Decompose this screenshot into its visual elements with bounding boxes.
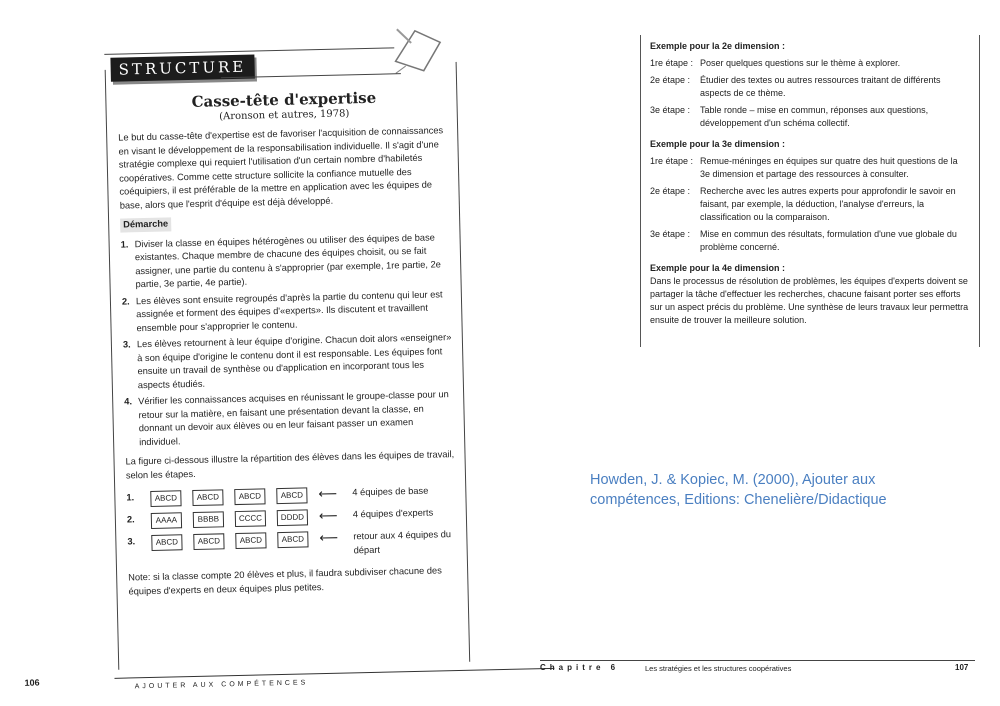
step-label: 1re étape : (650, 58, 694, 68)
step-number: 2. (121, 295, 130, 307)
row-number: 3. (127, 536, 136, 547)
step-label: 1re étape : (650, 156, 694, 166)
note: Note: si la classe compte 20 élèves et plus, il faudra subdiviser chacune des équipes d'experts en deux équipes plus petites. (128, 565, 442, 596)
section-heading: Démarche (120, 217, 171, 232)
row-number: 1. (126, 492, 135, 503)
team-box: BBBB (193, 511, 224, 527)
subtitle: (Aronson et autres, 1978) (219, 108, 350, 123)
figure-intro: La figure ci-dessous illustre la répartition des élèves dans les équipes de travail, selon les étapes. (125, 449, 455, 481)
page-title: Casse-tête d'expertise (191, 88, 377, 111)
step-text: Les élèves sont ensuite regroupés d'après la partie du contenu qui leur est assignée et forment des équipes d'«experts». Ils discutent et travaillent ensemble pour s'approprier le contenu. (135, 288, 443, 333)
team-box: ABCD (193, 533, 224, 549)
example-step (650, 185, 970, 224)
intro-paragraph: Le but du casse-tête d'expertise est de favoriser l'acquisition de connaissances en visant le développement de la responsabilisation individuelle. Il s'agit d'une stratégie complexe qui requiert l'utilisation d'un certain nombre d'habiletés coopératives. Comme cette structure sollicite la confiance mutuelle des coéquipiers, il est préférable de la mettre en application avec les équipes de base, alors que l'esprit d'équipe est déjà développé. (118, 125, 444, 211)
team-box: DDDD (277, 509, 308, 525)
example-step (650, 104, 970, 130)
row-label: retour aux 4 équipes du départ (353, 529, 452, 555)
step-label: 3e étape : (650, 105, 691, 115)
running-title: Les stratégies et les structures coopératives (645, 664, 792, 673)
step-text: Les élèves retournent à leur équipe d'origine. Chacun doit alors «enseigner» à son équipe d'origine le contenu dont il est responsable. Les équipes font ensuite un travail de synthèse ou d'application en incorporant tous les aspects étudiés. (136, 332, 452, 390)
left-page (24, 32, 479, 691)
step-text: Étudier des textes ou autres ressources traitant de différents aspects de ce thème. (700, 75, 941, 98)
example-text: Dans le processus de résolution de problèmes, les équipes d'experts doivent se partager la tâche d'effectuer les recherches, chacune faisant porter ses efforts sur un aspect précis du problème. Une synthèse de leurs travaux leur permettra ensuite de trouver la meilleure solution. (650, 276, 969, 325)
step-item (120, 231, 453, 293)
step-text: Poser quelques questions sur le thème à explorer. (700, 58, 901, 68)
team-box: ABCD (235, 532, 266, 548)
team-box: AAAA (151, 512, 182, 528)
team-box: ABCD (234, 488, 265, 504)
team-box: ABCD (277, 531, 308, 547)
page-number: 106 (24, 677, 40, 688)
team-box: ABCD (276, 487, 307, 503)
team-box: ABCD (150, 490, 181, 506)
step-number: 3. (122, 339, 131, 350)
running-title: AJOUTER AUX COMPÉTENCES (134, 679, 309, 691)
footer-rule (114, 668, 554, 679)
step-label: 2e étape : (650, 186, 691, 196)
example-step (650, 155, 970, 181)
figure (126, 481, 460, 566)
step-text: Table ronde – mise en commun, réponses aux questions, développement d'un schéma collectif. (700, 105, 929, 128)
examples-box (640, 35, 980, 347)
example-heading: Exemple pour la 2e dimension : (650, 41, 786, 51)
chapter-label: Chapitre 6 (540, 663, 620, 672)
example-step (650, 57, 970, 70)
content-column (118, 124, 461, 604)
example-heading: Exemple pour la 3e dimension : (650, 139, 786, 149)
step-text: Vérifier les connaissances acquises en réunissant le groupe-classe pour un retour sur la matière, en faisant une présentation devant la classe, en donnant un devoir aux élèves ou en leur faisant passer un examen individuel. (138, 389, 449, 447)
row-number: 2. (126, 514, 135, 525)
steps-list (120, 231, 457, 450)
team-box: CCCC (235, 510, 266, 526)
citation: Howden, J. & Kopiec, M. (2000), Ajouter aux compétences, Editions: Chenelière/Didactique (590, 472, 887, 508)
step-item (123, 331, 456, 393)
example-heading: Exemple pour la 4e dimension : (650, 263, 786, 273)
step-number: 4. (124, 396, 133, 407)
step-text: Mise en commun des résultats, formulation d'une vue globale du problème concerné. (700, 229, 957, 252)
row-label: 4 équipes d'experts (352, 507, 434, 520)
step-text: Diviser la classe en équipes hétérogènes ou utiliser des équipes de base existantes. Chaque membre de chacune des équipes choisit, ou se fait assigner, une partie du contenu à s'approprier (par exemple, 1re partie, 2e partie, 3e partie, 4e partie). (134, 231, 441, 290)
step-item (124, 388, 457, 450)
step-number: 1. (120, 238, 129, 250)
page-number: 107 (955, 663, 969, 672)
figure-row (127, 525, 460, 566)
example-step (650, 228, 970, 254)
step-label: 3e étape : (650, 229, 691, 239)
structure-banner: STRUCTURE (110, 55, 254, 82)
arrow-left-icon: ⟵ (318, 485, 338, 502)
team-box: ABCD (151, 534, 182, 550)
step-item (122, 288, 455, 336)
example-step (650, 74, 970, 100)
step-text: Recherche avec les autres experts pour approfondir le savoir en faisant, par exemple, la déduction, l'analyse d'erreurs, la classification ou la comparaison. (700, 186, 956, 222)
team-box: ABCD (192, 489, 223, 505)
step-label: 2e étape : (650, 75, 691, 85)
arrow-left-icon: ⟵ (318, 507, 338, 524)
step-text: Remue-méninges en équipes sur quatre des huit questions de la 3e dimension et partage des ressources à consulter. (700, 156, 958, 179)
arrow-left-icon: ⟵ (319, 529, 339, 546)
row-label: 4 équipes de base (352, 485, 429, 498)
footer-rule (540, 660, 975, 661)
